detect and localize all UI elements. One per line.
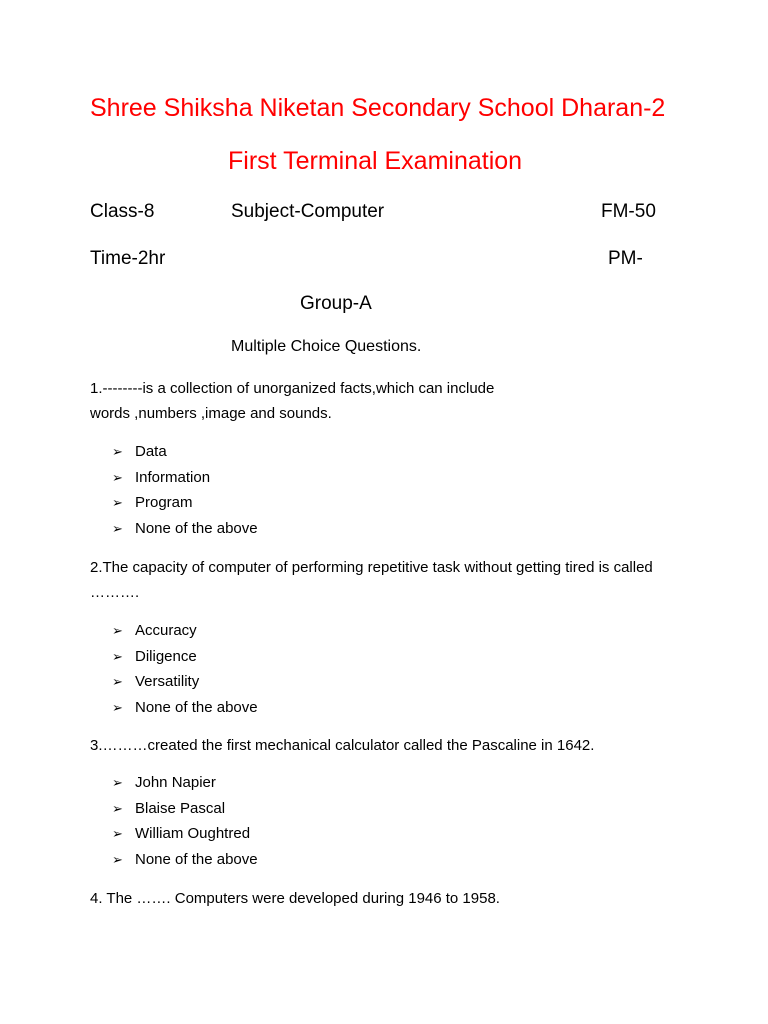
arrowhead-bullet-icon: ➢ xyxy=(112,648,123,664)
exam-title: First Terminal Examination xyxy=(228,147,523,175)
option-item xyxy=(112,465,258,491)
arrowhead-bullet-icon: ➢ xyxy=(112,444,123,459)
options-list-3 xyxy=(112,770,258,872)
question-3: 3.………created the first mechanical calculator called the Pascaline in 1642. xyxy=(90,737,595,754)
option-item xyxy=(112,821,258,847)
option-item xyxy=(112,796,258,822)
option-item xyxy=(112,644,258,670)
full-marks-label: FM-50 xyxy=(601,201,656,222)
arrowhead-bullet-icon: ➢ xyxy=(112,520,123,536)
pass-marks-label: PM- xyxy=(608,248,643,269)
arrowhead-bullet-icon: ➢ xyxy=(112,800,123,816)
arrowhead-bullet-icon: ➢ xyxy=(112,469,123,485)
option-item xyxy=(112,695,258,721)
option-label: None of the above xyxy=(135,519,258,537)
option-label: Data xyxy=(135,443,167,460)
subject-label: Subject-Computer xyxy=(231,201,385,222)
option-label: Program xyxy=(135,494,193,511)
option-label: None of the above xyxy=(135,698,258,716)
option-label: Accuracy xyxy=(135,622,197,639)
question-1: 1.--------is a collection of unorganized facts,which can include words ,numbers ,image and sounds. xyxy=(90,380,495,422)
option-label: Blaise Pascal xyxy=(135,799,226,817)
options-list-1 xyxy=(112,439,258,541)
question-4: 4. The ……. Computers were developed during 1946 to 1958. xyxy=(90,890,500,907)
option-item xyxy=(112,669,258,695)
question-2: 2.The capacity of computer of performing repetitive task without getting tired is called ………. xyxy=(90,559,653,601)
option-label: None of the above xyxy=(135,850,258,868)
arrowhead-bullet-icon: ➢ xyxy=(112,495,123,510)
option-item xyxy=(112,516,258,542)
option-item xyxy=(112,618,258,644)
group-label: Group-A xyxy=(300,293,372,314)
arrowhead-bullet-icon: ➢ xyxy=(112,775,123,790)
school-name: Shree Shiksha Niketan Secondary School Dharan-2 xyxy=(90,94,666,122)
option-item xyxy=(112,490,258,516)
option-item xyxy=(112,439,258,465)
option-label: William Oughtred xyxy=(135,825,251,842)
option-item xyxy=(112,847,258,873)
arrowhead-bullet-icon: ➢ xyxy=(112,851,123,867)
arrowhead-bullet-icon: ➢ xyxy=(112,699,123,715)
option-label: John Napier xyxy=(135,774,216,791)
option-label: Versatility xyxy=(135,673,200,690)
option-item xyxy=(112,770,258,796)
class-label: Class-8 xyxy=(90,201,155,222)
arrowhead-bullet-icon: ➢ xyxy=(112,826,123,841)
section-heading: Multiple Choice Questions. xyxy=(231,338,422,355)
option-label: Diligence xyxy=(135,647,197,665)
arrowhead-bullet-icon: ➢ xyxy=(112,623,123,638)
time-label: Time-2hr xyxy=(90,248,166,269)
option-label: Information xyxy=(135,468,211,486)
options-list-2 xyxy=(112,618,258,720)
arrowhead-bullet-icon: ➢ xyxy=(112,674,123,689)
